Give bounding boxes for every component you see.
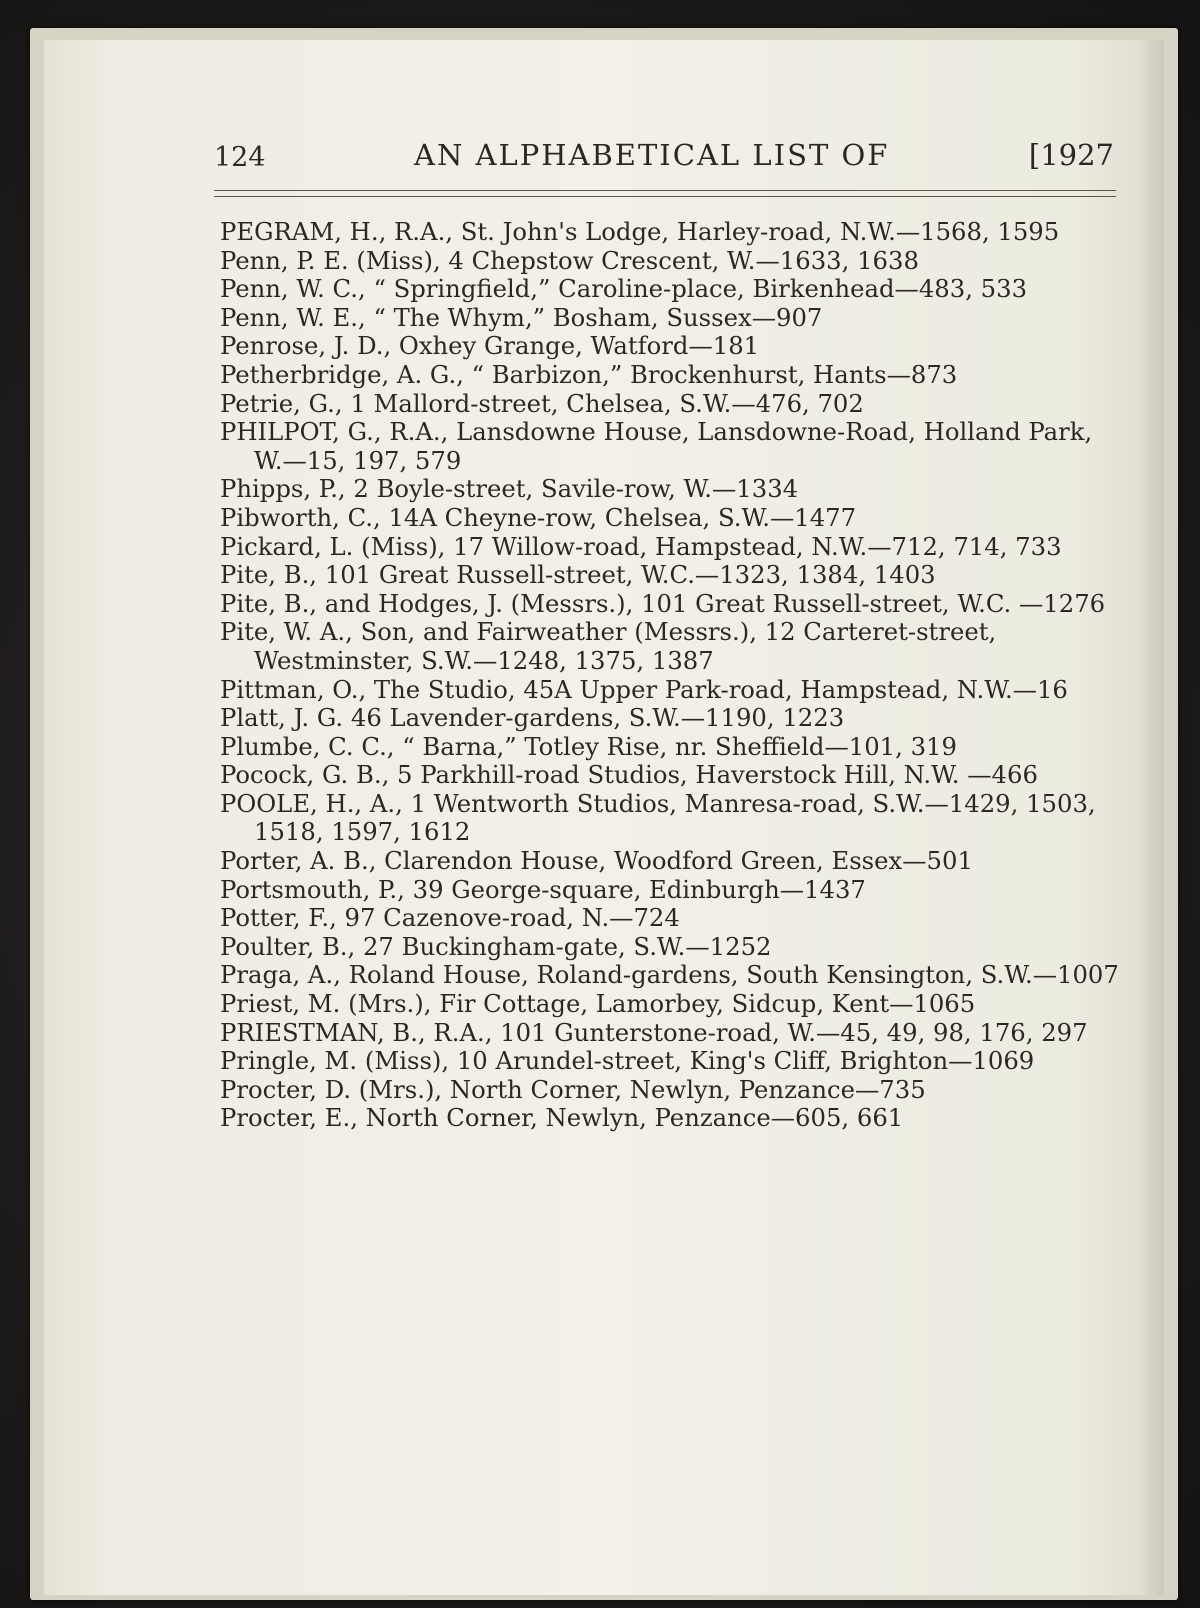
- directory-entry: Pite, B., and Hodges, J. (Messrs.), 101 Great Russell-street, W.C. —1276: [220, 588, 1106, 618]
- directory-entry: Poulter, B., 27 Buckingham-gate, S.W.—1252: [220, 931, 772, 961]
- directory-entry: Petrie, G., 1 Mallord-street, Chelsea, S.W.—476, 702: [220, 388, 864, 418]
- directory-entry: Platt, J. G. 46 Lavender-gardens, S.W.—1190, 1223: [220, 703, 845, 733]
- directory-entry: Priest, M. (Mrs.), Fir Cottage, Lamorbey, Sidcup, Kent—1065: [220, 989, 976, 1019]
- directory-entry: Portsmouth, P., 39 George-square, Edinburgh—1437: [220, 874, 866, 904]
- directory-entry: PRIESTMAN, B., R.A., 101 Gunterstone-road, W.—45, 49, 98, 176, 297: [220, 1017, 1088, 1047]
- directory-entry: Penn, P. E. (Miss), 4 Chepstow Crescent, W.—1633, 1638: [220, 245, 919, 275]
- directory-entry: Penrose, J. D., Oxhey Grange, Watford—181: [220, 331, 760, 361]
- directory-entry: Pocock, G. B., 5 Parkhill-road Studios, Haverstock Hill, N.W. —466: [220, 760, 1038, 790]
- directory-entry: Petherbridge, A. G., “ Barbizon,” Brockenhurst, Hants—873: [220, 359, 958, 389]
- directory-entry: Pite, W. A., Son, and Fairweather (Messrs.), 12 Carteret-street, Westminster, S.W.—1248, 1375, 1387: [220, 617, 997, 675]
- directory-entry: Potter, F., 97 Cazenove-road, N.—724: [220, 903, 680, 933]
- running-header: [214, 138, 1114, 182]
- directory-entry: Plumbe, C. C., “ Barna,” Totley Rise, nr. Sheffield—101, 319: [220, 731, 957, 761]
- header-year: [1927: [1028, 138, 1114, 172]
- directory-entry: Porter, A. B., Clarendon House, Woodford Green, Essex—501: [220, 846, 973, 876]
- directory-entry: Penn, W. E., “ The Whym,” Bosham, Sussex—907: [220, 302, 823, 332]
- directory-entry: Pickard, L. (Miss), 17 Willow-road, Hampstead, N.W.—712, 714, 733: [220, 531, 1062, 561]
- book-page: [44, 40, 1164, 1595]
- directory-entry: Pibworth, C., 14A Cheyne-row, Chelsea, S.W.—1477: [220, 502, 857, 532]
- directory-entry: Praga, A., Roland House, Roland-gardens, South Kensington, S.W.—1007: [220, 960, 1119, 990]
- page-number: 124: [214, 142, 266, 173]
- header-rule-bottom: [214, 196, 1116, 197]
- directory-entry: Procter, E., North Corner, Newlyn, Penzance—605, 661: [220, 1103, 904, 1133]
- header-rule-top: [214, 190, 1116, 191]
- directory-entry: Pringle, M. (Miss), 10 Arundel-street, King's Cliff, Brighton—1069: [220, 1046, 1035, 1076]
- directory-entry: PHILPOT, G., R.A., Lansdowne House, Lansdowne-Road, Holland Park, W.—15, 197, 579: [220, 417, 1093, 475]
- directory-entry: Procter, D. (Mrs.), North Corner, Newlyn, Penzance—735: [220, 1074, 926, 1104]
- directory-entry: Penn, W. C., “ Springfield,” Caroline-place, Birkenhead—483, 533: [220, 274, 1028, 304]
- directory-entry: Phipps, P., 2 Boyle-street, Savile-row, W.—1334: [220, 474, 799, 504]
- directory-entry: PEGRAM, H., R.A., St. John's Lodge, Harley-road, N.W.—1568, 1595: [220, 217, 1060, 246]
- directory-entries: [220, 218, 1122, 1133]
- directory-entry: Pite, B., 101 Great Russell-street, W.C.—1323, 1384, 1403: [220, 560, 936, 590]
- directory-entry: POOLE, H., A., 1 Wentworth Studios, Manresa-road, S.W.—1429, 1503, 1518, 1597, 1612: [220, 788, 1096, 847]
- running-title: AN ALPHABETICAL LIST OF: [414, 138, 890, 172]
- page-gutter-shadow: [1138, 40, 1164, 1595]
- directory-entry: Pittman, O., The Studio, 45A Upper Park-road, Hampstead, N.W.—16: [220, 674, 1068, 704]
